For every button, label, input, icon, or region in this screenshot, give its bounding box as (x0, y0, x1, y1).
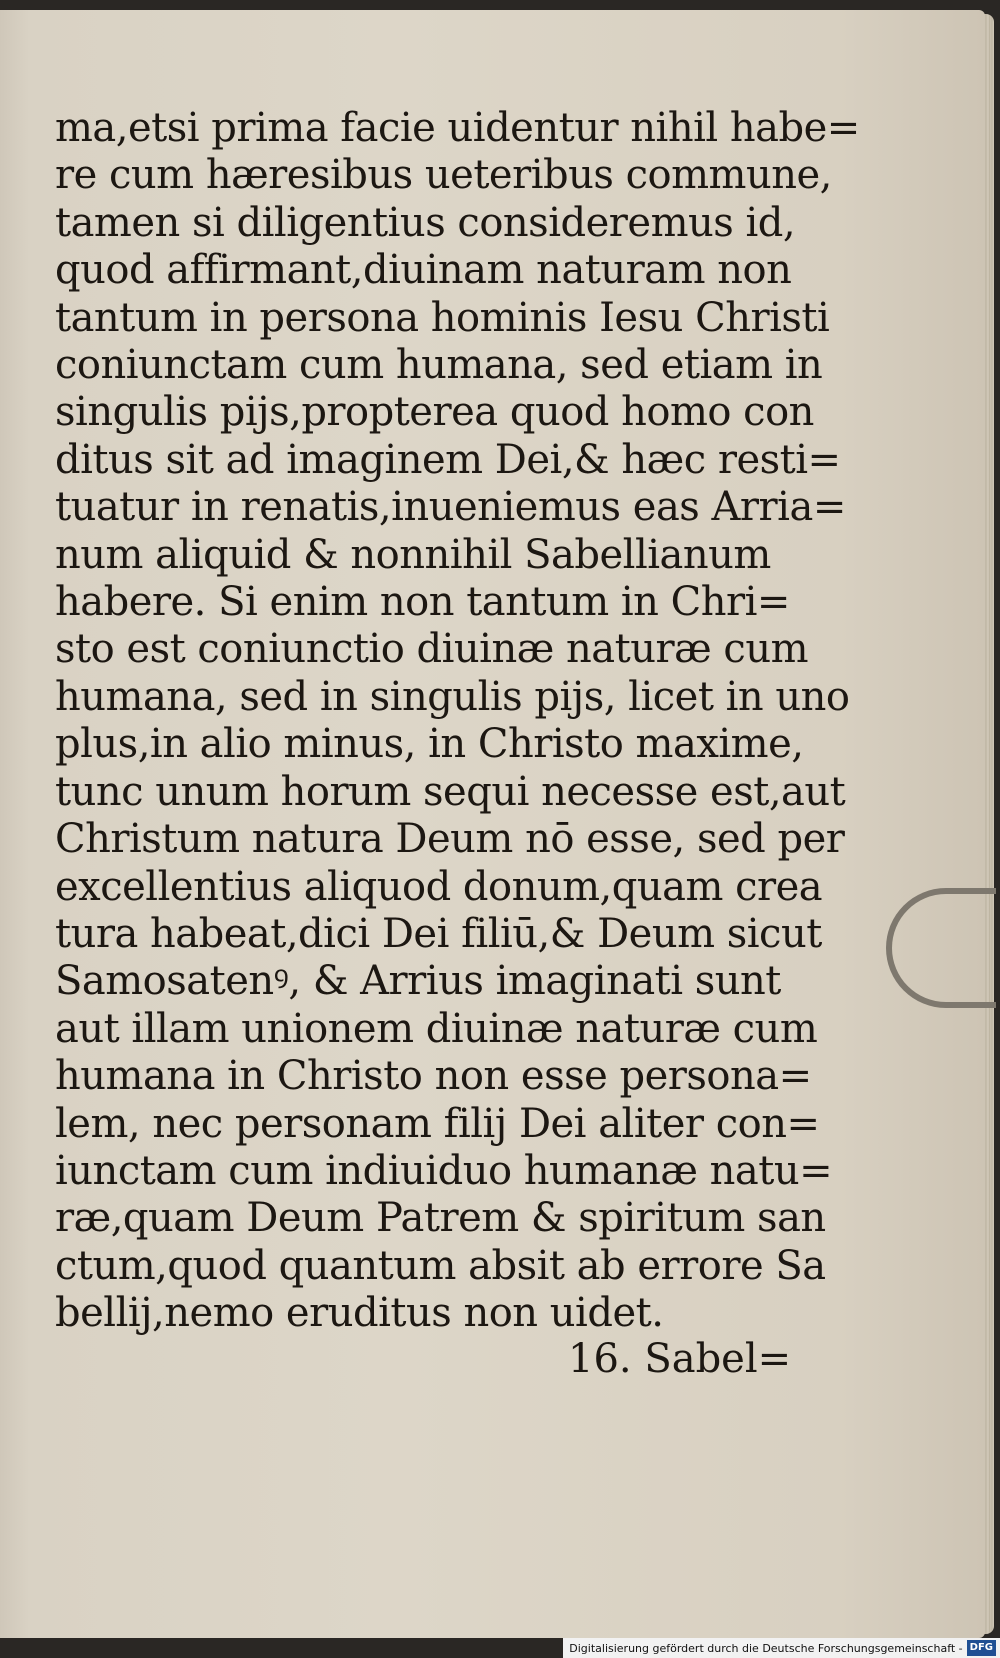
book-page (0, 10, 985, 1638)
text-line: lem, nec personam filij Dei aliter con= (55, 1100, 820, 1147)
page-clip (886, 888, 996, 1008)
text-line: tamen si diligentius consideremus id, (55, 199, 796, 246)
text-line: tantum in persona hominis Iesu Christi (55, 294, 830, 341)
digitization-footer (563, 1638, 1000, 1658)
text-line: ma,etsi prima facie uidentur nihil habe= (55, 105, 860, 151)
text-line: ctum,quod quantum absit ab errore Sa (55, 1242, 826, 1289)
text-line: quod affirmant,diuinam naturam non (55, 247, 792, 294)
text-line: tunc unum horum sequi necesse est,aut (55, 768, 846, 815)
text-line: habere. Si enim non tantum in Chri= (55, 579, 790, 626)
text-line: iunctam cum indiuiduo humanæ natu= (55, 1147, 833, 1194)
text-line: bellij,nemo eruditus non uidet. (55, 1290, 664, 1337)
dfg-logo-icon: DFG (967, 1640, 996, 1656)
text-line: num aliquid & nonnihil Sabellianum (55, 531, 771, 578)
text-line: aut illam unionem diuinæ naturæ cum (55, 1005, 818, 1052)
text-line: ditus sit ad imaginem Dei,& hæc resti= (55, 436, 841, 483)
text-line: Samosatenꝰ, & Arrius imaginati sunt (55, 958, 781, 1005)
text-line: plus,in alio minus, in Christo maxime, (55, 721, 804, 768)
text-line: humana in Christo non esse persona= (55, 1053, 812, 1100)
text-line: singulis pijs,propterea quod homo con (55, 389, 814, 436)
text-line: humana, sed in singulis pijs, licet in uno (55, 673, 850, 720)
text-line: ræ,quam Deum Patrem & spiritum san (55, 1195, 826, 1242)
text-line: excellentius aliquod donum,quam crea (55, 863, 823, 910)
text-line: tuatur in renatis,inueniemus eas Arria= (55, 484, 846, 531)
catchword: 16. Sabel= (568, 1336, 792, 1382)
text-line: coniunctam cum humana, sed etiam in (55, 342, 823, 389)
text-line: sto est coniunctio diuinæ naturæ cum (55, 626, 809, 673)
text-line: Christum natura Deum nō esse, sed per (55, 816, 845, 863)
footer-credit: Digitalisierung gefördert durch die Deutsche Forschungsgemeinschaft - (569, 1641, 963, 1655)
text-line: tura habeat,dici Dei filiū,& Deum sicut (55, 910, 822, 957)
text-line: re cum hæresibus ueteribus commune, (55, 152, 832, 199)
body-text (55, 105, 860, 1338)
